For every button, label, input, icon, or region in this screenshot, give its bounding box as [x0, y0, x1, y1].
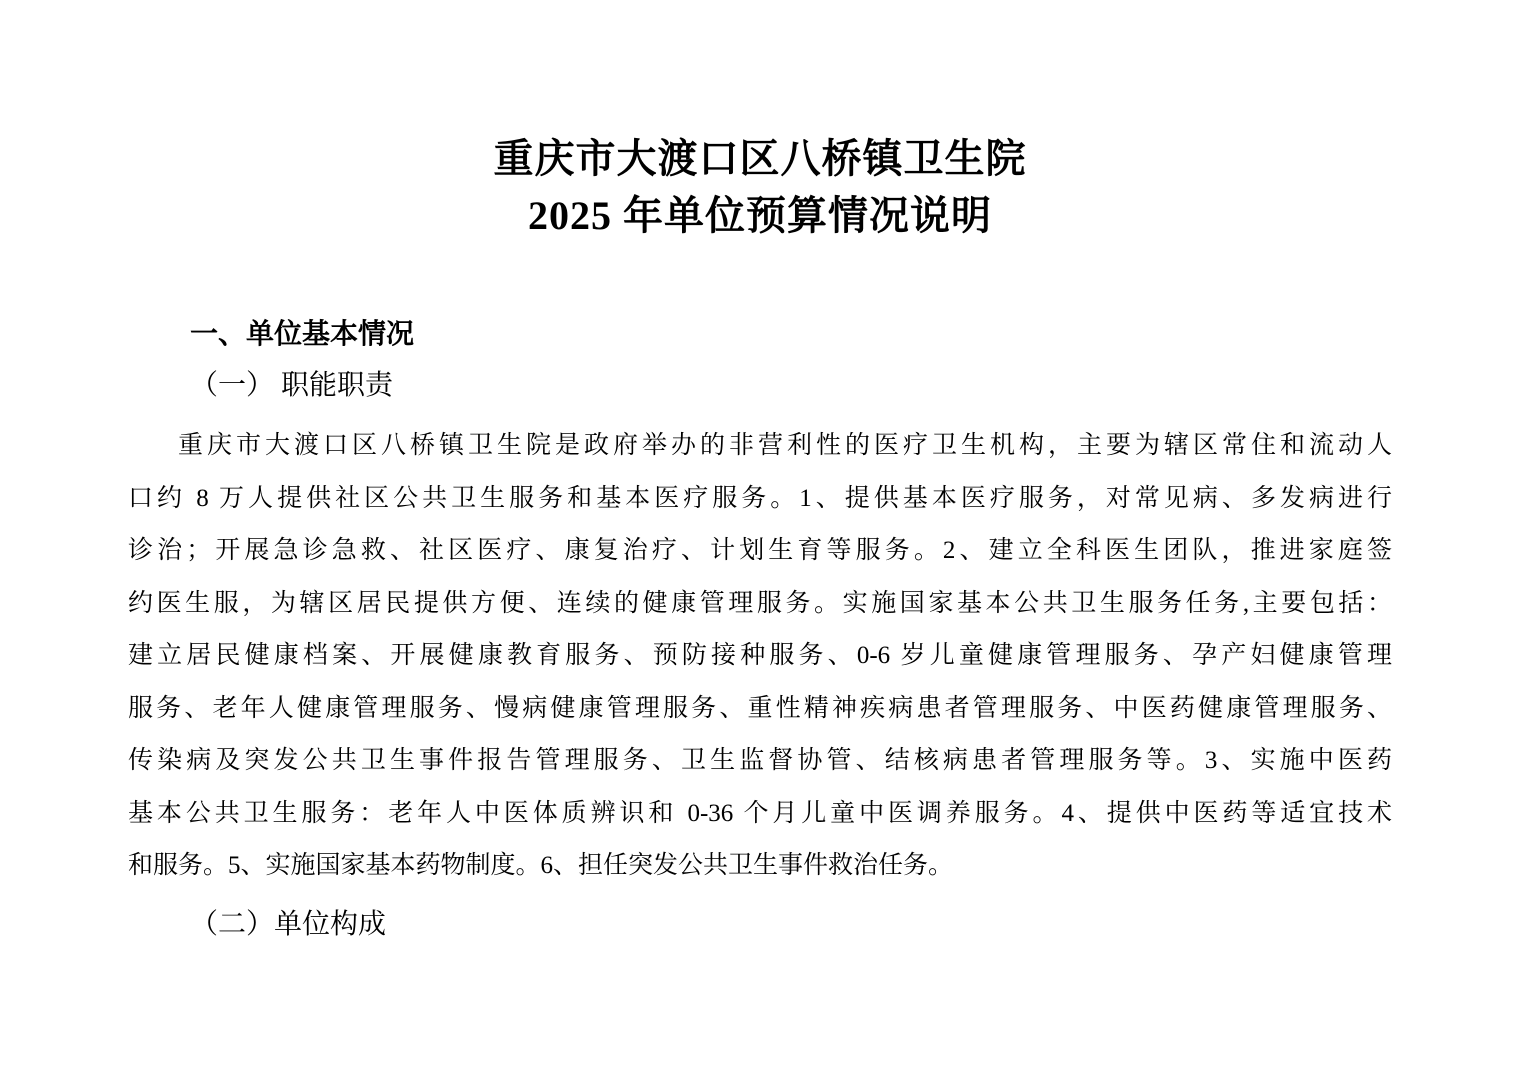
- paragraph-line: 建立居民健康档案、开展健康教育服务、预防接种服务、0-6 岁儿童健康管理服务、孕产妇健康管理: [128, 642, 1392, 669]
- paragraph-line: 口约 8 万人提供社区公共卫生服务和基本医疗服务。1、提供基本医疗服务，对常见病、多发病进行: [128, 484, 1392, 512]
- paragraph-line: 约医生服，为辖区居民提供方便、连续的健康管理服务。实施国家基本公共卫生服务任务,主要包括：: [128, 589, 1392, 617]
- subsection-2-heading: （二）单位构成: [190, 908, 387, 940]
- functions-duties-paragraph: [128, 420, 1392, 893]
- paragraph-line: 重庆市大渡口区八桥镇卫生院是政府举办的非营利性的医疗卫生机构，主要为辖区常住和流动人: [178, 432, 1392, 459]
- paragraph-line: 和服务。5、实施国家基本药物制度。6、担任突发公共卫生事件救治任务。: [128, 852, 954, 879]
- paragraph-line: 传染病及突发公共卫生事件报告管理服务、卫生监督协管、结核病患者管理服务等。3、实施中医药: [128, 747, 1392, 774]
- paragraph-line: 服务、老年人健康管理服务、慢病健康管理服务、重性精神疾病患者管理服务、中医药健康管理服务、: [128, 694, 1392, 722]
- paragraph-line: 基本公共卫生服务：老年人中医体质辨识和 0-36 个月儿童中医调养服务。4、提供中医药等适宜技术: [128, 799, 1392, 827]
- document-title-line-2: 2025 年单位预算情况说明: [528, 193, 992, 238]
- document-title-block: [0, 0, 1520, 244]
- document-title-line-1: 重庆市大渡口区八桥镇卫生院: [493, 136, 1027, 181]
- document-content: [128, 314, 1392, 945]
- paragraph-line: 诊治；开展急诊急救、社区医疗、康复治疗、计划生育等服务。2、建立全科医生团队，推进家庭签: [128, 537, 1392, 564]
- section-1-heading: 一、单位基本情况: [190, 318, 415, 349]
- subsection-1-heading: （一） 职能职责: [190, 370, 394, 401]
